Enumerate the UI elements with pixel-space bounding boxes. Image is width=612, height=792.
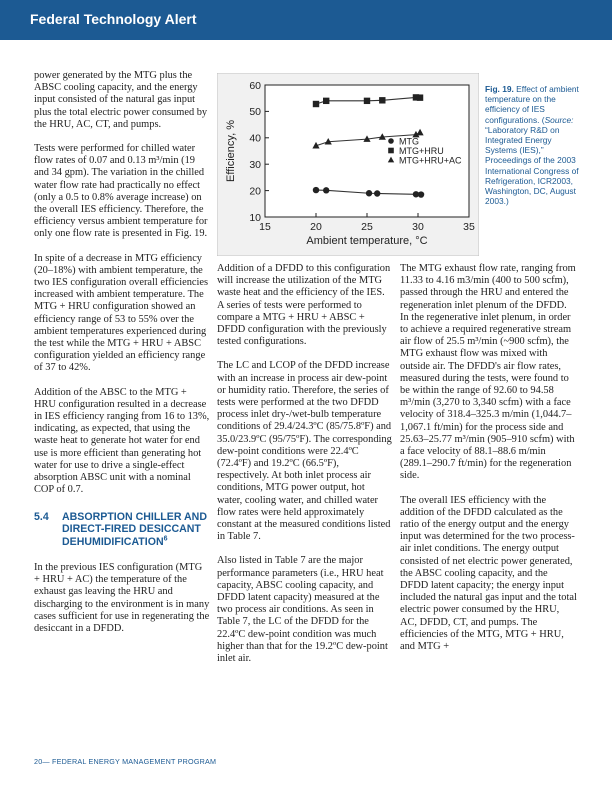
paragraph: Addition of the ABSC to the MTG + HRU configuration resulted in a decrease in IES efficiency ranging from 16 to 13%, indicating, as expected, that using the waste heat to generate hot water for end use is more efficient than generating hot water for use to drive a single-effect absorption ABSC unit with a nominal COP of 0.7. <box>34 386 210 496</box>
data-point-circle <box>388 138 394 144</box>
y-tick-label: 10 <box>249 211 261 224</box>
caption-label: Fig. 19. <box>485 84 514 94</box>
x-tick-label: 35 <box>463 221 475 233</box>
caption-source-label: Source: <box>544 114 574 125</box>
legend-label: MTG+HRU+AC <box>399 155 462 166</box>
paragraph: In spite of a decrease in MTG efficiency (20–18%) with ambient temperature, the two IES configuration overall efficiencies increased with ambient temperature. The MTG + HRU configuration showed an efficiency range of 53 to 55% over the ambient temperatures experienced during the test while the MTG + HRU + ABSC configuration yielded an efficiency range of 37 to 42%. <box>34 252 209 374</box>
efficiency-chart <box>217 73 479 256</box>
paragraph: Addition of a DFDD to this configuration will increase the utilization of the MTG waste heat and the efficiency of the IES. A series of tests were performed to compare a MTG + HRU + ABSC + DFDD configuration with the previously tested configurations. <box>217 263 391 348</box>
figure-19 <box>217 73 479 256</box>
header-banner <box>0 0 612 40</box>
legend-label: MTG <box>399 136 419 147</box>
x-tick-label: 30 <box>412 221 424 233</box>
data-point-square <box>379 97 385 103</box>
legend-label: MTG+HRU <box>399 145 444 156</box>
y-tick-label: 50 <box>249 106 261 119</box>
data-point-square <box>417 94 423 100</box>
caption-source: “Laboratory R&D on Integrated Energy Systems (IES),” Proceedings of the 2003 International Congress of Refrigeration, ICR2003, Washington, DC, August 2003.) <box>485 124 579 207</box>
x-tick-label: 25 <box>361 221 373 233</box>
y-tick-label: 20 <box>249 185 261 198</box>
text-column-2 <box>217 263 392 677</box>
paragraph: The MTG exhaust flow rate, ranging from 11.33 to 4.16 m3/min (400 to 500 scfm), passed through the HRU and entered the regeneration inlet plenum of the DFDD. In the regenerative inlet plenum, in order to achieve a required regenerative stream air flow of 25.5 m³/min (~900 scfm), the MTG exhaust flow was mixed with outside air. The DFDD's air flow rates, measured during the tests, were found to be within the range of 92.60 to 94.58 m³/min (3,270 to 3,340 scfm) with a face velocity of 318.4–325.3 m/min (1,044.7–1,067.1 ft/min) for the process side and 25.63–25.77 m³/min (905–910 scfm) with a face velocity of 88.1–88.6 m/min (289.1–290.7 ft/min) for the regeneration side. <box>400 263 576 482</box>
data-point-square <box>323 98 329 104</box>
x-tick-label: 15 <box>259 221 271 233</box>
data-point-circle <box>313 187 319 193</box>
paragraph: Also listed in Table 7 are the major performance parameters (i.e., HRU heat capacity, ABSC cooling capacity, and DFDD latent capacity) measured at the two process air conditions. As seen in Table 7, the LC of the DFDD for the 22.4ºC dew-point condition was much higher than that for the 19.2ºC dew-point inlet air. <box>217 555 388 665</box>
data-point-circle <box>418 191 424 197</box>
text-column-3 <box>400 263 578 665</box>
y-axis-label: Efficiency, % <box>225 120 237 182</box>
section-number: 5.4 <box>34 510 49 523</box>
paragraph: Tests were performed for chilled water flow rates of 0.07 and 0.13 m³/min (19 and 34 gpm). The variation in the chilled water flow rate had practically no effect (only a 0.5 to 0.8% average increase) on the overall IES efficiency. Therefore, the efficiency versus ambient temperature for only one flow rate is presented in Fig. 19. <box>34 143 208 240</box>
paragraph: The overall IES efficiency with the addition of the DFDD calculated as the ratio of the energy output and the energy input was determined for the two process-air inlet conditions. The energy output consisted of net electric power generated, the ABSC cooling capacity, and the DFDD latent capacity; the energy input included the natural gas input and the total electric power consumed by the HRU, AC, DFDD, CT, and pumps. The efficiencies of the MTG, MTG + HRU, and MTG + <box>400 494 577 653</box>
figure-caption <box>485 84 583 206</box>
y-tick-label: 60 <box>249 79 261 92</box>
data-point-square <box>388 148 394 154</box>
publication-title: Federal Technology Alert <box>30 11 197 27</box>
y-tick-label: 30 <box>249 159 261 171</box>
x-tick-label: 20 <box>310 221 322 233</box>
text-column-1 <box>34 70 210 647</box>
paragraph: power generated by the MTG plus the ABSC cooling capacity, and the energy input consisted of the natural gas input plus the total electric power consumed by the HRU, AC, CT, and pumps. <box>34 70 208 130</box>
section-title: ABSORPTION CHILLER AND DIRECT-FIRED DESICCANT DEHUMIDIFICATION <box>62 510 207 548</box>
y-tick-label: 40 <box>249 132 261 145</box>
footnote-ref: 6 <box>163 534 168 542</box>
section-title-wrap <box>62 511 210 549</box>
x-axis-label: Ambient temperature, °C <box>306 235 428 247</box>
page-footer: 20— FEDERAL ENERGY MANAGEMENT PROGRAM <box>34 757 217 766</box>
data-point-square <box>364 98 370 104</box>
data-point-circle <box>366 190 372 196</box>
data-point-circle <box>323 187 329 193</box>
caption-text: Effect of ambient temperature on the efficiency of IES configurations. ( <box>485 84 579 125</box>
section-heading <box>34 511 210 549</box>
paragraph: In the previous IES configuration (MTG + HRU + AC) the temperature of the exhaust gas leaving the HRU and discharging to the environment is in many cases sufficient for use in regenerating the desiccant in a DFDD. <box>34 562 210 635</box>
data-point-square <box>313 101 319 107</box>
data-point-circle <box>374 190 380 196</box>
paragraph: The LC and LCOP of the DFDD increase with an increase in process air dew-point or humidity ratio. Therefore, the series of tests were performed at the two DFDD process inlet dry-/wet-bulb temperature conditions of 29.4/24.3ºC (85/75.8ºF) and 35.0/23.9ºC (95/75ºF). The corresponding dew-point conditions were 22.4ºC (72.4ºF) and 19.2ºC (66.5ºF), respectively. At both inlet process air conditions, MTG power output, hot water, cooling water, and chilled water flow rates were held approximately constant at the measured conditions listed in Table 7. <box>217 360 392 543</box>
